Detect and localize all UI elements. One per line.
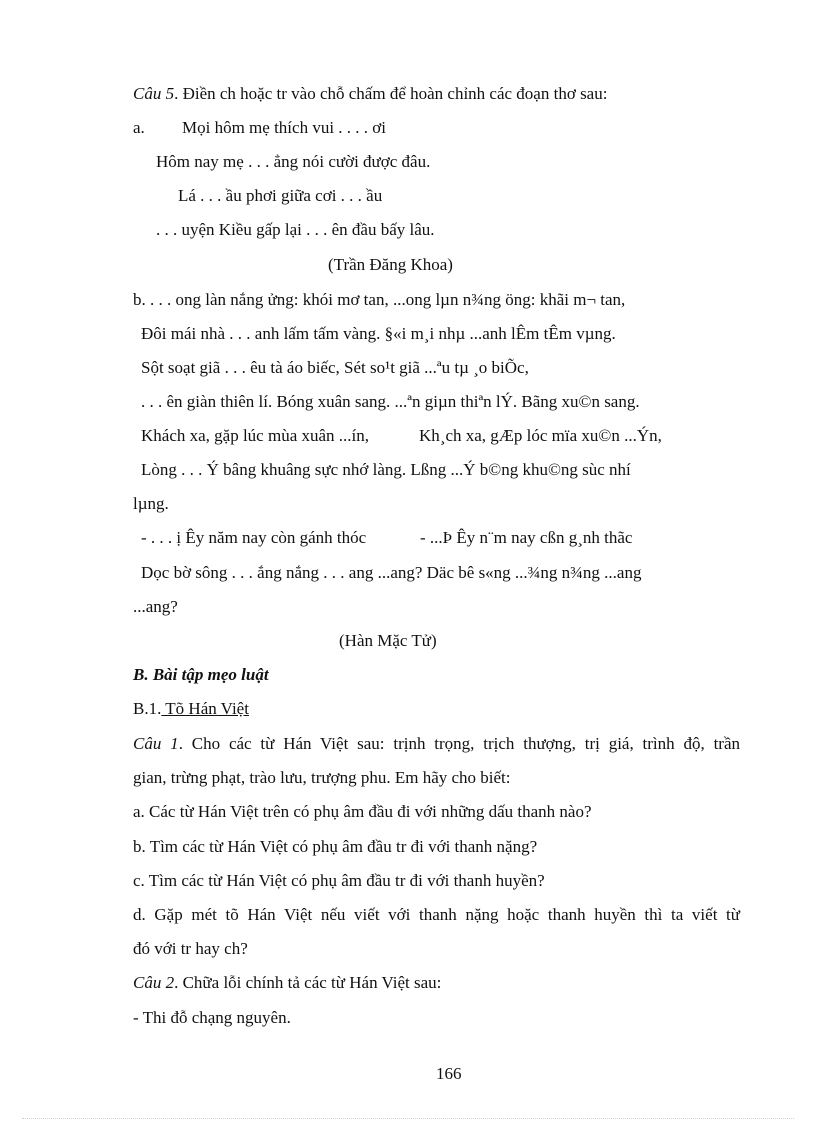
question-1-item-c: c. Tìm các từ Hán Việt có phụ âm đầu tr đi với thanh huyền? (133, 871, 545, 890)
subsection-heading (133, 698, 249, 720)
poem-line: lµng. (133, 494, 169, 513)
poem-line: Mọi hôm mẹ thích vui . . . . ơi (182, 118, 387, 137)
question-2 (133, 972, 441, 994)
poem-line: . . . uyện Kiều gấp lại . . . ên đầu bấy lâu. (156, 220, 435, 239)
question-label: Câu 5 (133, 84, 175, 103)
poem-line: - . . . ị Êy năm nay còn gánh thóc (141, 528, 367, 547)
poem-line: Dọc bờ sông . . . ắng nắng . . . ang ...ang? Däc bê s«ng ...¾ng n¾ng ...ang (141, 563, 642, 582)
page-edge-divider (22, 1118, 794, 1119)
question-1-item-d-cont: đó với tr hay ch? (133, 939, 248, 958)
poem-line: - ...Þ Êy n¨m nay cßn g¸nh thãc (420, 528, 633, 547)
question-text: . Điền ch hoặc tr vào chỗ chấm để hoàn chỉnh các đoạn thơ sau: (174, 84, 608, 103)
poem-a-marker: a. (133, 118, 145, 137)
question-1-line-2: gian, trừng phạt, trào lưu, trượng phu. Em hãy cho biết: (133, 768, 511, 787)
section-heading: B. Bài tập mẹo luật (133, 665, 269, 684)
question-1-item-b: b. Tìm các từ Hán Việt có phụ âm đầu tr đi với thanh nặng? (133, 837, 538, 856)
question-text: . Chữa lỗi chính tả các từ Hán Việt sau: (174, 973, 442, 992)
question-label: Câu 2 (133, 973, 175, 992)
poem-author: (Hàn Mặc Tử) (339, 631, 437, 650)
poem-line: Đôi mái nhà . . . anh lấm tấm vàng. §«i m¸i nhµ ...anh lÊm tÊm vµng. (141, 324, 616, 343)
poem-line: b. . . . ong làn nắng ửng: khói mơ tan, ...ong lµn n¾ng öng: khãi m¬ tan, (133, 290, 626, 309)
question-2-item: - Thi đỗ chạng nguyên. (133, 1008, 291, 1027)
subsection-label: B.1. (133, 699, 162, 718)
poem-line: ...ang? (133, 597, 178, 616)
poem-line: Kh¸ch xa, gÆp lóc mïa xu©n ...Ýn, (419, 426, 662, 445)
question-label: Câu 1 (133, 734, 179, 753)
poem-line: Lá . . . ầu phơi giữa cơi . . . ầu (178, 186, 383, 205)
question-1-item-a: a. Các từ Hán Việt trên có phụ âm đầu đi với những dấu thanh nào? (133, 802, 592, 821)
poem-author: (Trần Đăng Khoa) (328, 255, 453, 274)
poem-line: . . . ên giàn thiên lí. Bóng xuân sang. ...ªn giµn thiªn lÝ. Bãng xu©n sang. (141, 392, 640, 411)
question-1-line-1 (133, 733, 740, 755)
poem-line: Sột soạt giã . . . êu tà áo biếc, Sét so¹t giã ...ªu tµ ¸o biÕc, (141, 358, 529, 377)
poem-line: Lòng . . . Ý bâng khuâng sực nhớ làng. Lßng ...Ý b©ng khu©ng sùc nhí (141, 460, 631, 479)
page-number: 166 (436, 1064, 462, 1083)
poem-line: Hôm nay mẹ . . . ẳng nói cười được đâu. (156, 152, 431, 171)
question-5 (133, 83, 607, 105)
question-text: . Cho các từ Hán Việt sau: trịnh trọng, trịch thượng, trị giá, trình độ, trần (178, 734, 741, 753)
poem-line: Khách xa, gặp lúc mùa xuân ...ín, (141, 426, 370, 445)
subsection-title: Tõ Hán Việt (161, 699, 249, 718)
question-1-item-d: d. Gặp mét tõ Hán Việt nếu viết với thanh nặng hoặc thanh huyền thì ta viết từ (133, 905, 740, 924)
